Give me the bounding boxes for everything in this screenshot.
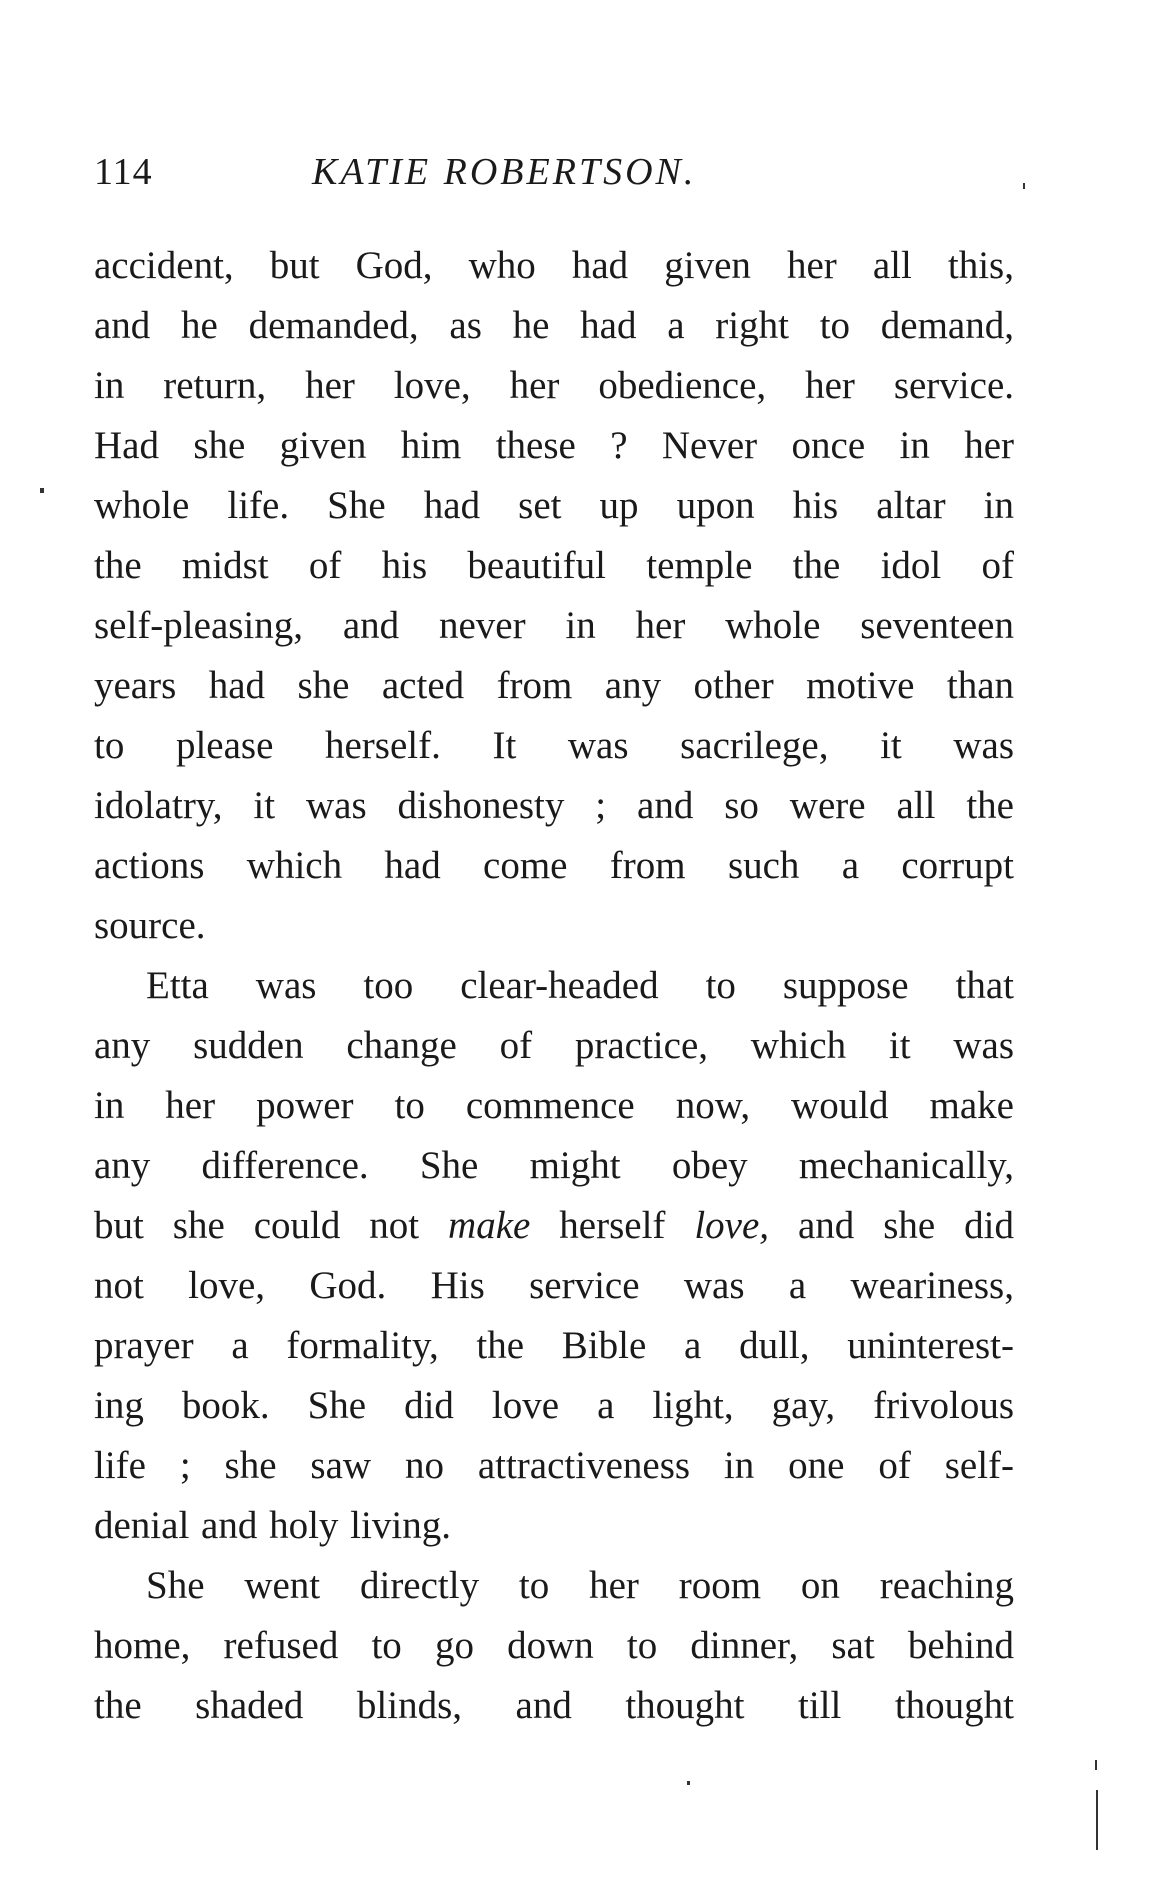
text-line: whole life. She had set up upon his altar in: [94, 484, 1014, 527]
text-line: denial and holy living.: [94, 1504, 451, 1547]
text-line: Etta was too clear-headed to suppose that: [146, 964, 1014, 1007]
text-run: and she did: [769, 1204, 1014, 1247]
text-run: herself: [530, 1204, 695, 1247]
text-line: source.: [94, 904, 206, 947]
text-line-with-emphasis: [94, 1200, 1014, 1260]
body-text: [94, 240, 1014, 1740]
text-line: She went directly to her room on reaching: [146, 1564, 1014, 1607]
text-line: in her power to commence now, would make: [94, 1084, 1014, 1127]
scan-speck: [1023, 183, 1025, 189]
running-title: KATIE ROBERTSON.: [312, 151, 697, 193]
text-line: the midst of his beautiful temple the idol of: [94, 544, 1014, 587]
emphasis-love: love,: [694, 1204, 770, 1247]
scan-speck: [1095, 1760, 1097, 1770]
text-line: not love, God. His service was a weariness,: [94, 1264, 1014, 1307]
text-line: in return, her love, her obedience, her service.: [94, 364, 1014, 407]
scan-speck: [1096, 1790, 1098, 1850]
scan-speck: [687, 1781, 690, 1785]
page-number: 114: [94, 151, 153, 193]
text-line: accident, but God, who had given her all this,: [94, 244, 1014, 287]
page-header: [94, 150, 1014, 200]
text-line: idolatry, it was dishonesty ; and so were all the: [94, 784, 1014, 827]
text-line: prayer a formality, the Bible a dull, uninterest-: [94, 1324, 1014, 1367]
scan-speck: [40, 488, 44, 493]
text-line: self-pleasing, and never in her whole seventeen: [94, 604, 1014, 647]
text-line: actions which had come from such a corrupt: [94, 844, 1014, 887]
text-line: the shaded blinds, and thought till thought: [94, 1684, 1014, 1727]
text-line: to please herself. It was sacrilege, it was: [94, 724, 1014, 767]
text-line: ing book. She did love a light, gay, frivolous: [94, 1384, 1014, 1427]
text-line: any difference. She might obey mechanically,: [94, 1144, 1014, 1187]
text-line: home, refused to go down to dinner, sat behind: [94, 1624, 1014, 1667]
text-run: but she could not: [94, 1204, 449, 1247]
text-line: Had she given him these ? Never once in her: [94, 424, 1014, 467]
text-line: life ; she saw no attractiveness in one of self-: [94, 1444, 1014, 1487]
text-line: and he demanded, as he had a right to demand,: [94, 304, 1014, 347]
emphasis-make: make: [448, 1204, 531, 1247]
text-line: years had she acted from any other motive than: [94, 664, 1014, 707]
text-line: any sudden change of practice, which it was: [94, 1024, 1014, 1067]
